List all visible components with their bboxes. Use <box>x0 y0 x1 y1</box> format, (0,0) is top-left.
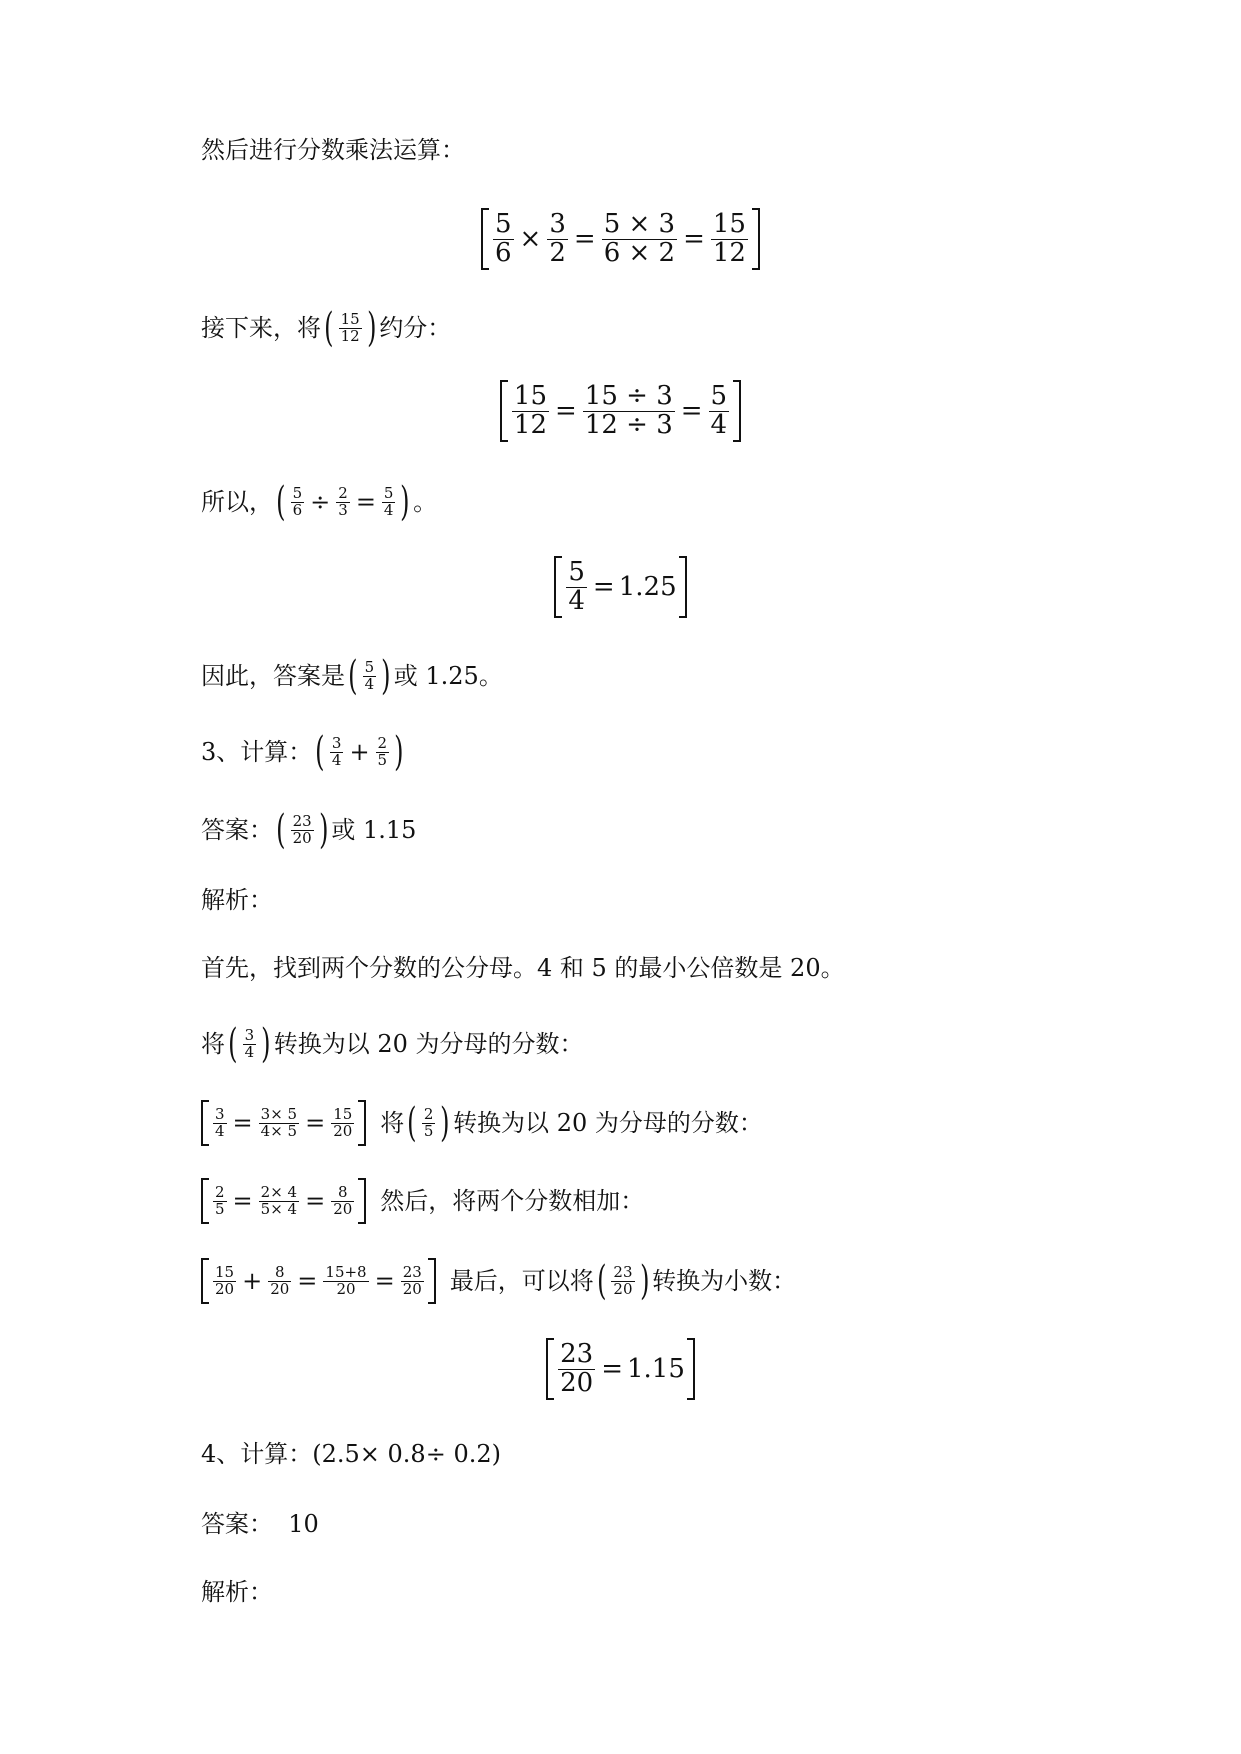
numerator: 5 <box>495 209 512 240</box>
numerator: 5 <box>292 483 303 502</box>
text: 3、计算： <box>201 738 313 766</box>
denominator: 4 <box>383 500 394 519</box>
equals-sign: = <box>601 1354 623 1384</box>
text: 首先，找到两个分数的公分母。4 和 5 的最小公倍数是 20。 <box>201 954 845 982</box>
numerator: 15 ÷ 3 <box>584 381 673 412</box>
fraction <box>558 1341 595 1397</box>
fraction <box>566 559 587 615</box>
denominator: 5 <box>423 1121 434 1140</box>
denominator: 20 <box>333 1199 353 1218</box>
denominator: 12 <box>513 409 547 440</box>
denominator: 20 <box>402 1279 422 1298</box>
denominator: 4 <box>244 1042 255 1061</box>
numerator: 2 <box>377 733 388 752</box>
fraction <box>602 211 677 267</box>
equals-sign: = <box>374 1267 395 1295</box>
text-line <box>201 882 273 918</box>
numerator: 23 <box>613 1262 633 1281</box>
paren-left: ( <box>407 1100 417 1146</box>
plus-sign: + <box>349 738 370 766</box>
denominator: 20 <box>333 1121 353 1140</box>
text-line <box>201 1021 584 1067</box>
bracket-right <box>358 1178 366 1224</box>
paren-left: ( <box>596 1258 607 1304</box>
denominator: 20 <box>560 1367 594 1398</box>
bracket-right <box>679 556 687 618</box>
fraction <box>422 1104 436 1140</box>
denominator: 12 <box>712 237 746 268</box>
text: 答案： <box>201 816 273 844</box>
text: 接下来，将 <box>201 314 321 342</box>
text-line <box>201 1258 796 1304</box>
paren-right: ) <box>400 479 410 525</box>
numerator: 3 <box>244 1025 255 1044</box>
numerator: 2× 4 <box>260 1182 298 1201</box>
equation-decimal-2 <box>0 1338 1241 1400</box>
text: 解析： <box>201 1578 273 1606</box>
text-line <box>201 653 503 699</box>
numerator: 15 <box>333 1104 353 1123</box>
paren-left: ( <box>228 1021 238 1067</box>
paren-right: ) <box>639 1258 650 1304</box>
fraction <box>331 1104 354 1140</box>
paren-left: ( <box>276 807 286 853</box>
text: 解析： <box>201 886 273 914</box>
fraction <box>291 811 314 847</box>
fraction <box>363 657 377 693</box>
text: 所以， <box>201 488 273 516</box>
denominator: 4 <box>568 585 585 616</box>
bracket-left <box>554 556 562 618</box>
paren-left: ( <box>315 729 325 775</box>
paren-right: ) <box>318 807 329 853</box>
numerator: 15+8 <box>325 1262 367 1281</box>
text-line <box>201 132 465 168</box>
numerator: 3 <box>549 209 566 240</box>
fraction <box>547 211 568 267</box>
text: 将 <box>380 1109 405 1137</box>
fraction <box>512 383 549 439</box>
equals-sign: = <box>683 224 705 254</box>
equals-sign: = <box>305 1187 326 1215</box>
paren-left: ( <box>348 653 358 699</box>
times-sign: × <box>519 224 542 254</box>
numerator: 5 × 3 <box>603 209 676 240</box>
numerator: 3 <box>215 1104 225 1123</box>
bracket-right <box>358 1100 366 1146</box>
decimal-value: 1.25 <box>618 572 677 602</box>
fraction <box>401 1262 424 1298</box>
numerator: 5 <box>710 381 728 412</box>
denominator: 5 <box>215 1199 225 1218</box>
denominator: 20 <box>215 1279 235 1298</box>
numerator: 15 <box>513 381 547 412</box>
fraction <box>583 383 675 439</box>
denominator: 20 <box>292 828 312 847</box>
bracket-left <box>201 1258 209 1304</box>
fraction <box>213 1104 227 1140</box>
equals-sign: = <box>305 1109 326 1137</box>
denominator: 20 <box>613 1279 633 1298</box>
equation-reduce <box>0 380 1241 442</box>
equals-sign: = <box>555 396 577 426</box>
text: 然后，将两个分数相加： <box>380 1187 645 1215</box>
denominator: 6 <box>292 500 303 519</box>
denominator: 5 <box>377 750 388 769</box>
numerator: 8 <box>274 1262 285 1281</box>
text: 答案： 10 <box>201 1510 319 1538</box>
text: 将 <box>201 1030 225 1058</box>
text-line <box>201 1178 644 1224</box>
fraction <box>330 733 344 769</box>
text-line <box>201 1574 273 1610</box>
text-line <box>201 950 845 986</box>
numerator: 2 <box>215 1182 225 1201</box>
equals-sign: = <box>592 572 615 602</box>
numerator: 23 <box>402 1262 422 1281</box>
text-line <box>201 1506 319 1542</box>
divide-sign: ÷ <box>310 488 331 516</box>
bracket-left <box>500 380 508 442</box>
text: 。 <box>413 488 438 516</box>
text-line <box>201 807 417 853</box>
fraction <box>493 211 514 267</box>
numerator: 5 <box>568 557 585 588</box>
text-line <box>201 305 452 351</box>
numerator: 2 <box>423 1104 434 1123</box>
bracket-left <box>201 1178 209 1224</box>
text: 然后进行分数乘法运算： <box>201 136 465 164</box>
denominator: 12 <box>340 326 360 345</box>
numerator: 8 <box>337 1182 348 1201</box>
equals-sign: = <box>355 488 376 516</box>
numerator: 5 <box>383 483 394 502</box>
text: 因此，答案是 <box>201 662 345 690</box>
numerator: 15 <box>215 1262 235 1281</box>
equation-decimal <box>0 556 1241 618</box>
denominator: 4 <box>215 1121 225 1140</box>
equals-sign: = <box>573 224 596 254</box>
text: 转换为小数： <box>652 1267 797 1295</box>
equation-multiply <box>0 208 1241 270</box>
fraction <box>376 733 390 769</box>
denominator: 3 <box>338 500 348 519</box>
fraction <box>339 309 362 345</box>
text-line <box>201 1436 501 1472</box>
numerator: 23 <box>560 1339 594 1370</box>
numerator: 23 <box>292 811 312 830</box>
text: 或 1.15 <box>331 816 417 844</box>
denominator: 20 <box>323 1281 368 1298</box>
fraction <box>711 211 748 267</box>
numerator: 2 <box>338 483 348 502</box>
equals-sign: = <box>680 396 703 426</box>
text: 4、计算：(2.5× 0.8÷ 0.2) <box>201 1440 501 1468</box>
text: 或 1.25。 <box>393 662 503 690</box>
fraction <box>709 383 730 439</box>
numerator: 15 <box>712 209 746 240</box>
fraction <box>336 483 350 519</box>
equals-sign: = <box>232 1187 253 1215</box>
paren-right: ) <box>261 1021 271 1067</box>
paren-right: ) <box>366 305 377 351</box>
denominator: 4 <box>364 674 375 693</box>
denominator: 6 × 2 <box>603 237 676 268</box>
denominator: 4 <box>331 750 342 769</box>
equals-sign: = <box>297 1267 318 1295</box>
paren-right: ) <box>381 653 391 699</box>
bracket-left <box>481 208 489 270</box>
paren-right: ) <box>394 729 404 775</box>
text-line <box>201 479 438 525</box>
bracket-left <box>201 1100 209 1146</box>
paren-left: ( <box>276 479 286 525</box>
bracket-left <box>546 1338 554 1400</box>
fraction <box>259 1182 299 1218</box>
numerator: 3× 5 <box>260 1104 298 1123</box>
bracket-right <box>733 380 741 442</box>
denominator: 2 <box>549 237 566 268</box>
equals-sign: = <box>232 1109 253 1137</box>
text: 约分： <box>379 314 452 342</box>
numerator: 15 <box>340 309 360 328</box>
text-line <box>201 1100 763 1146</box>
text: 转换为以 20 为分母的分数： <box>453 1109 763 1137</box>
numerator: 3 <box>331 733 342 752</box>
denominator: 4× 5 <box>260 1121 298 1140</box>
fraction <box>291 483 305 519</box>
paren-right: ) <box>440 1100 450 1146</box>
bracket-right <box>428 1258 436 1304</box>
fraction <box>382 483 396 519</box>
numerator: 5 <box>364 657 375 676</box>
denominator: 12 ÷ 3 <box>584 409 673 440</box>
text: 转换为以 20 为分母的分数： <box>273 1030 584 1058</box>
denominator: 20 <box>270 1279 290 1298</box>
decimal-value: 1.15 <box>627 1354 685 1384</box>
fraction <box>323 1262 368 1298</box>
fraction <box>268 1262 291 1298</box>
fraction <box>213 1182 227 1218</box>
fraction <box>331 1182 354 1218</box>
bracket-right <box>752 208 760 270</box>
denominator: 5× 4 <box>260 1199 298 1218</box>
denominator: 6 <box>495 237 512 268</box>
fraction <box>243 1025 257 1061</box>
text-line <box>201 729 407 775</box>
paren-left: ( <box>324 305 334 351</box>
bracket-right <box>687 1338 695 1400</box>
plus-sign: + <box>242 1267 263 1295</box>
fraction <box>213 1262 236 1298</box>
denominator: 4 <box>710 409 728 440</box>
fraction <box>259 1104 299 1140</box>
fraction <box>611 1262 634 1298</box>
text: 最后，可以将 <box>449 1267 594 1295</box>
